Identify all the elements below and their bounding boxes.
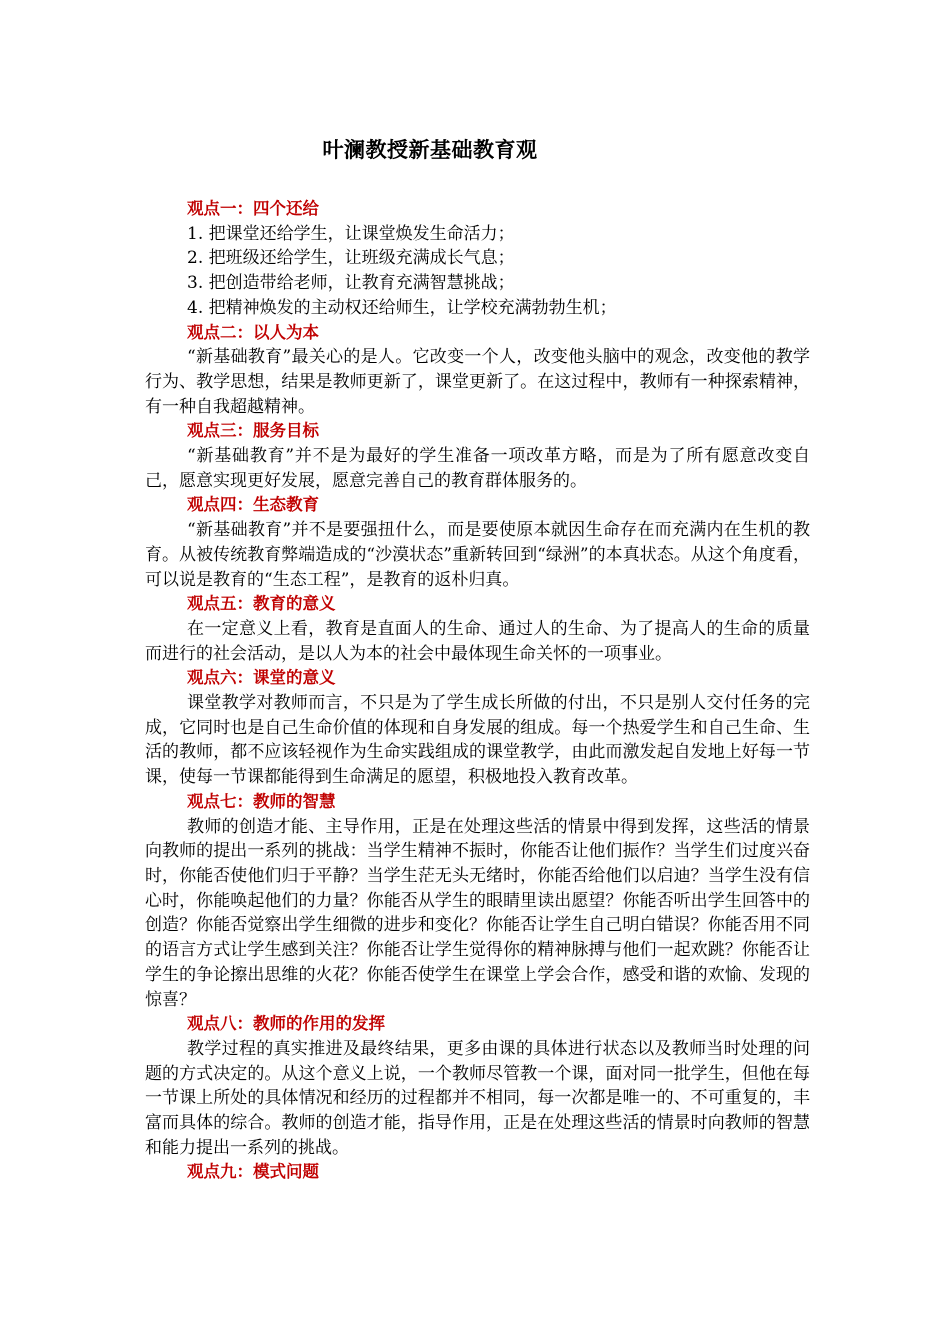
section-heading: 观点九：模式问题 [187, 1162, 319, 1182]
list-item: 1. 把课堂还给学生，让课堂焕发生命活力； [187, 223, 515, 244]
section-heading: 观点四：生态教育 [187, 495, 319, 515]
list-item: 4. 把精神焕发的主动权还给师生，让学校充满勃勃生机； [187, 297, 617, 318]
section-heading: 观点三：服务目标 [187, 421, 319, 441]
section-heading: 观点二：以人为本 [187, 322, 319, 342]
section-heading: 观点六：课堂的意义 [187, 668, 336, 688]
list-item: 2. 把班级还给学生，让班级充满成长气息； [187, 248, 515, 269]
document-body [145, 197, 810, 1185]
section-paragraph: 教师的创造才能、主导作用，正是在处理这些活的情景中得到发挥，这些活的情景向教师的提出一系列的挑战：当学生精神不振时，你能否让他们振作？当学生们过度兴奋时，你能否使他们归于平静？当学生茫无头无绪时，你能否给他们以启迪？当学生没有信心时，你能唤起他们的力量？你能否从学生的眼睛里读出愿望？你能否听出学生回答中的创造？你能否觉察出学生细微的进步和变化？你能否让学生自己明白错误？你能否用不同的语言方式让学生感到关注？你能否让学生觉得你的精神脉搏与他们一起欢跳？你能否让学生的争论擦出思维的火花？你能否使学生在课堂上学会合作，感受和谐的欢愉、发现的惊喜？ [145, 816, 810, 1010]
section-paragraph: “新基础教育”最关心的是人。它改变一个人，改变他头脑中的观念，改变他的教学行为、教学思想，结果是教师更新了，课堂更新了。在这过程中，教师有一种探索精神，有一种自我超越精神。 [145, 347, 810, 417]
section-paragraph: 在一定意义上看，教育是直面人的生命、通过人的生命、为了提高人的生命的质量而进行的社会活动，是以人为本的社会中最体现生命关怀的一项事业。 [145, 618, 810, 664]
section-heading: 观点七：教师的智慧 [187, 791, 336, 811]
section-paragraph: 课堂教学对教师而言，不只是为了学生成长所做的付出，不只是别人交付任务的完成，它同时也是自己生命价值的体现和自身发展的组成。每一个热爱学生和自己生命、生活的教师，都不应该轻视作为生命实践组成的课堂教学，由此而激发起自发地上好每一节课，使每一节课都能得到生命满足的愿望，积极地投入教育改革。 [145, 693, 810, 788]
section-heading: 观点一：四个还给 [187, 199, 319, 218]
section-paragraph: “新基础教育”并不是要强扭什么，而是要使原本就因生命存在而充满内在生机的教育。从被传统教育弊端造成的“沙漠状态”重新转回到“绿洲”的本真状态。从这个角度看，可以说是教育的“生态工程”，是教育的返朴归真。 [145, 520, 810, 590]
document-title: 叶澜教授新基础教育观 [322, 138, 538, 162]
list-item: 3. 把创造带给老师，让教育充满智慧挑战； [187, 273, 515, 294]
section-paragraph: “新基础教育”并不是为最好的学生准备一项改革方略，而是为了所有愿意改变自己，愿意实现更好发展，愿意完善自己的教育群体服务的。 [145, 446, 810, 491]
section-heading: 观点八：教师的作用的发挥 [187, 1014, 385, 1034]
section-paragraph: 教学过程的真实推进及最终结果，更多由课的具体进行状态以及教师当时处理的问题的方式决定的。从这个意义上说，一个教师尽管教一个课，面对同一批学生，但他在每一节课上所处的具体情况和经历的过程都并不相同，每一次都是唯一的、不可重复的，丰富而具体的综合。教师的创造才能，指导作用，正是在处理这些活的情景时向教师的智慧和能力提出一系列的挑战。 [145, 1038, 810, 1158]
section-heading: 观点五：教育的意义 [187, 594, 336, 614]
